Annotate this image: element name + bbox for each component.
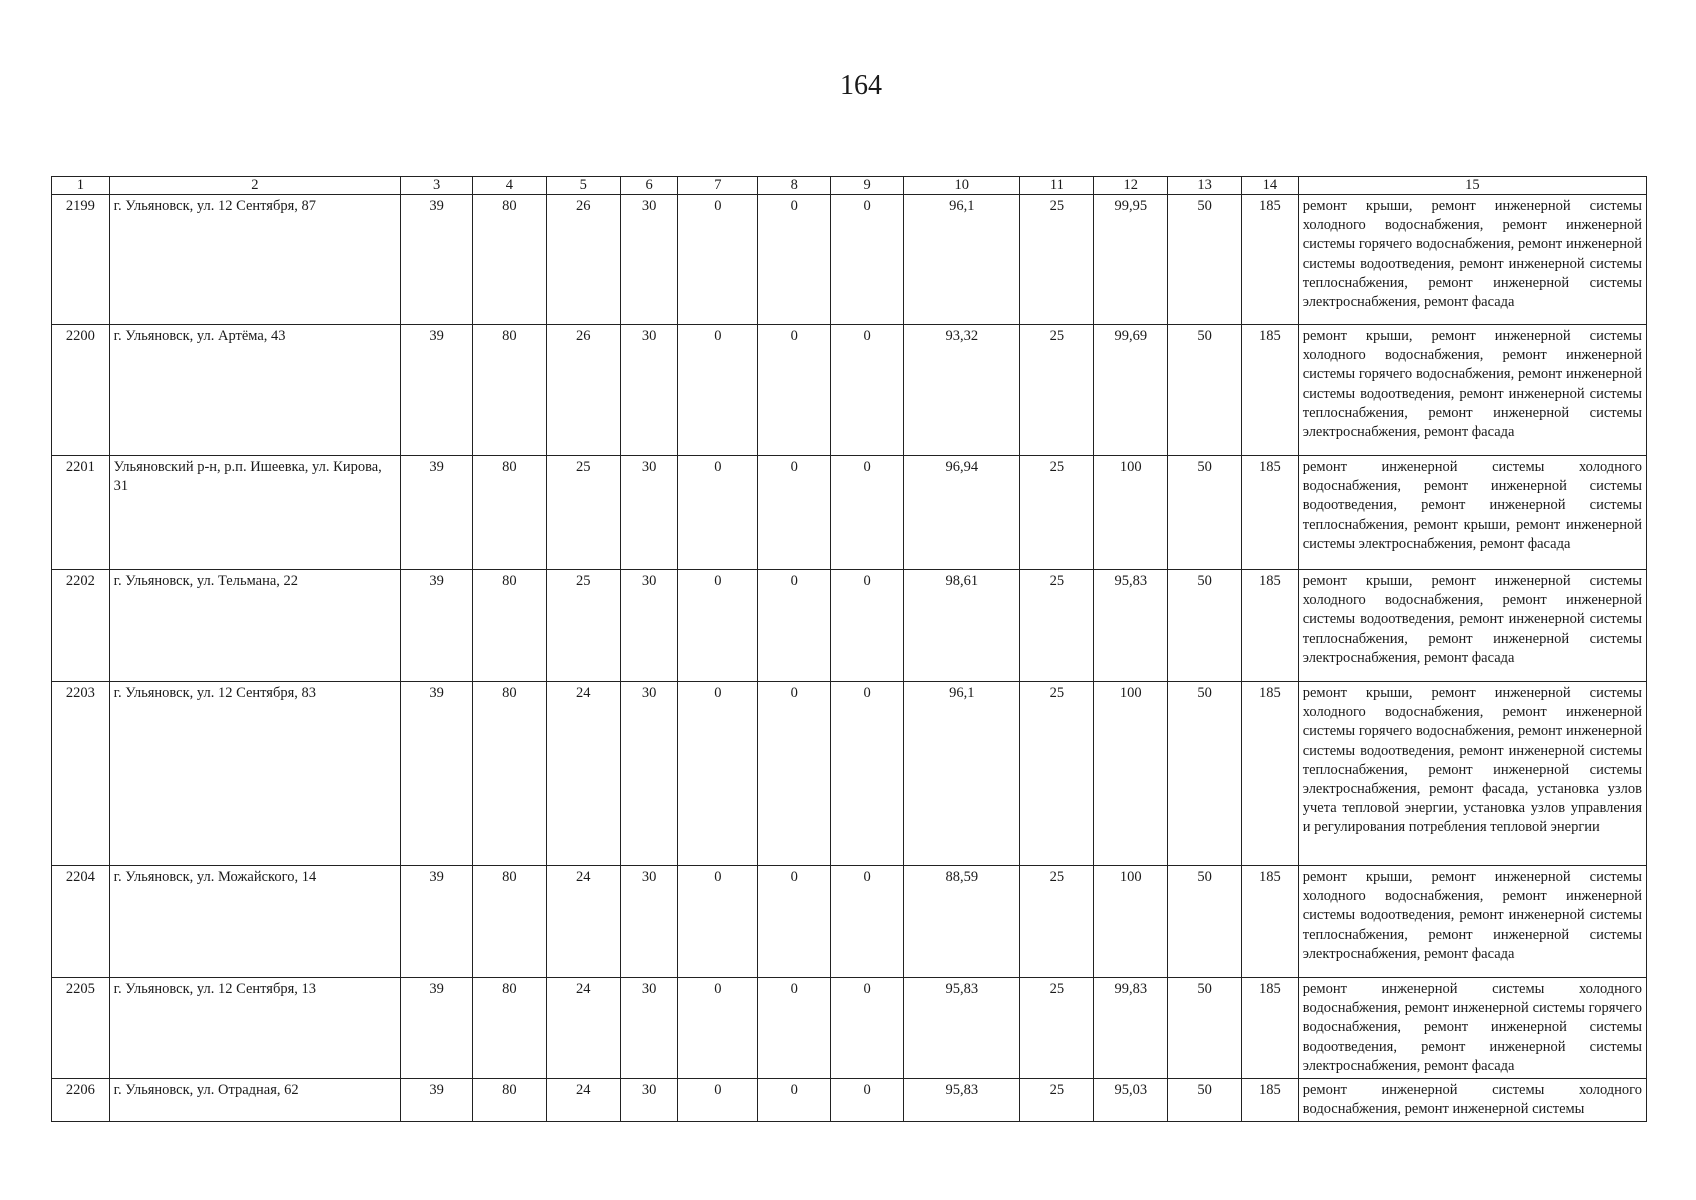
row-address: г. Ульяновск, ул. Артёма, 43 xyxy=(109,325,400,456)
cell-col-4: 80 xyxy=(472,195,546,325)
cell-col-8: 0 xyxy=(758,682,831,866)
header-col-1: 1 xyxy=(52,177,110,195)
row-id: 2206 xyxy=(52,1079,110,1122)
row-id: 2203 xyxy=(52,682,110,866)
header-row xyxy=(52,177,1647,195)
cell-col-4: 80 xyxy=(472,866,546,978)
row-address: Ульяновский р-н, р.п. Ишеевка, ул. Кирова, 31 xyxy=(109,456,400,570)
row-id: 2202 xyxy=(52,570,110,682)
row-address: г. Ульяновск, ул. 12 Сентября, 13 xyxy=(109,978,400,1079)
cell-col-11: 25 xyxy=(1020,195,1094,325)
row-id: 2201 xyxy=(52,456,110,570)
cell-col-8: 0 xyxy=(758,456,831,570)
cell-col-13: 50 xyxy=(1168,325,1242,456)
header-col-5: 5 xyxy=(546,177,620,195)
row-works: ремонт крыши, ремонт инженерной системы холодного водоснабжения, ремонт инженерной системы горячего водоснабжения, ремонт инженерной системы водоотведения, ремонт инженерной системы теплоснабжения, ремонт инженерной системы электроснабжения, ремонт фасада, установка узлов учета тепловой энергии, установка узлов управления и регулирования потребления тепловой энергии xyxy=(1298,682,1646,866)
cell-col-7: 0 xyxy=(678,325,758,456)
cell-col-5: 25 xyxy=(546,456,620,570)
cell-col-8: 0 xyxy=(758,570,831,682)
cell-col-5: 26 xyxy=(546,195,620,325)
cell-col-10: 96,1 xyxy=(904,682,1020,866)
table-row xyxy=(52,456,1647,570)
cell-col-3: 39 xyxy=(401,325,473,456)
cell-col-5: 24 xyxy=(546,978,620,1079)
header-col-13: 13 xyxy=(1168,177,1242,195)
cell-col-14: 185 xyxy=(1242,325,1299,456)
row-works: ремонт крыши, ремонт инженерной системы холодного водоснабжения, ремонт инженерной системы горячего водоснабжения, ремонт инженерной системы водоотведения, ремонт инженерной системы теплоснабжения, ремонт инженерной системы электроснабжения, ремонт фасада xyxy=(1298,195,1646,325)
cell-col-4: 80 xyxy=(472,682,546,866)
cell-col-11: 25 xyxy=(1020,325,1094,456)
cell-col-14: 185 xyxy=(1242,195,1299,325)
cell-col-7: 0 xyxy=(678,682,758,866)
row-id: 2205 xyxy=(52,978,110,1079)
cell-col-4: 80 xyxy=(472,1079,546,1122)
cell-col-11: 25 xyxy=(1020,456,1094,570)
table-body xyxy=(52,195,1647,1122)
header-col-8: 8 xyxy=(758,177,831,195)
cell-col-12: 99,95 xyxy=(1094,195,1168,325)
cell-col-4: 80 xyxy=(472,325,546,456)
cell-col-13: 50 xyxy=(1168,866,1242,978)
housing-repair-table xyxy=(51,176,1647,1122)
row-address: г. Ульяновск, ул. Можайского, 14 xyxy=(109,866,400,978)
cell-col-3: 39 xyxy=(401,682,473,866)
cell-col-9: 0 xyxy=(831,570,904,682)
header-col-4: 4 xyxy=(472,177,546,195)
cell-col-12: 95,83 xyxy=(1094,570,1168,682)
cell-col-14: 185 xyxy=(1242,978,1299,1079)
cell-col-14: 185 xyxy=(1242,866,1299,978)
cell-col-6: 30 xyxy=(620,866,678,978)
row-works: ремонт инженерной системы холодного водоснабжения, ремонт инженерной системы горячего водоснабжения, ремонт инженерной системы водоотведения, ремонт инженерной системы электроснабжения, ремонт фасада xyxy=(1298,978,1646,1079)
cell-col-12: 99,83 xyxy=(1094,978,1168,1079)
table-row xyxy=(52,570,1647,682)
cell-col-7: 0 xyxy=(678,978,758,1079)
cell-col-13: 50 xyxy=(1168,456,1242,570)
cell-col-7: 0 xyxy=(678,456,758,570)
cell-col-6: 30 xyxy=(620,682,678,866)
cell-col-5: 26 xyxy=(546,325,620,456)
table-row xyxy=(52,866,1647,978)
header-col-11: 11 xyxy=(1020,177,1094,195)
row-address: г. Ульяновск, ул. 12 Сентября, 83 xyxy=(109,682,400,866)
cell-col-9: 0 xyxy=(831,978,904,1079)
header-col-2: 2 xyxy=(109,177,400,195)
row-works: ремонт крыши, ремонт инженерной системы холодного водоснабжения, ремонт инженерной системы водоотведения, ремонт инженерной системы теплоснабжения, ремонт инженерной системы электроснабжения, ремонт фасада xyxy=(1298,570,1646,682)
row-address: г. Ульяновск, ул. Отрадная, 62 xyxy=(109,1079,400,1122)
cell-col-14: 185 xyxy=(1242,456,1299,570)
cell-col-9: 0 xyxy=(831,866,904,978)
cell-col-8: 0 xyxy=(758,978,831,1079)
cell-col-6: 30 xyxy=(620,1079,678,1122)
table-row xyxy=(52,195,1647,325)
header-col-6: 6 xyxy=(620,177,678,195)
cell-col-3: 39 xyxy=(401,456,473,570)
header-col-3: 3 xyxy=(401,177,473,195)
cell-col-5: 24 xyxy=(546,866,620,978)
cell-col-13: 50 xyxy=(1168,978,1242,1079)
cell-col-13: 50 xyxy=(1168,570,1242,682)
cell-col-8: 0 xyxy=(758,195,831,325)
cell-col-7: 0 xyxy=(678,866,758,978)
cell-col-10: 98,61 xyxy=(904,570,1020,682)
cell-col-13: 50 xyxy=(1168,1079,1242,1122)
cell-col-8: 0 xyxy=(758,325,831,456)
cell-col-5: 25 xyxy=(546,570,620,682)
row-id: 2200 xyxy=(52,325,110,456)
cell-col-11: 25 xyxy=(1020,682,1094,866)
header-col-7: 7 xyxy=(678,177,758,195)
cell-col-12: 100 xyxy=(1094,682,1168,866)
cell-col-11: 25 xyxy=(1020,570,1094,682)
cell-col-9: 0 xyxy=(831,682,904,866)
cell-col-14: 185 xyxy=(1242,570,1299,682)
cell-col-7: 0 xyxy=(678,570,758,682)
cell-col-9: 0 xyxy=(831,1079,904,1122)
cell-col-9: 0 xyxy=(831,325,904,456)
header-col-15: 15 xyxy=(1298,177,1646,195)
cell-col-3: 39 xyxy=(401,866,473,978)
row-address: г. Ульяновск, ул. 12 Сентября, 87 xyxy=(109,195,400,325)
cell-col-4: 80 xyxy=(472,456,546,570)
cell-col-6: 30 xyxy=(620,570,678,682)
row-address: г. Ульяновск, ул. Тельмана, 22 xyxy=(109,570,400,682)
row-works: ремонт крыши, ремонт инженерной системы холодного водоснабжения, ремонт инженерной системы водоотведения, ремонт инженерной системы теплоснабжения, ремонт инженерной системы электроснабжения, ремонт фасада xyxy=(1298,866,1646,978)
cell-col-12: 100 xyxy=(1094,866,1168,978)
cell-col-10: 93,32 xyxy=(904,325,1020,456)
cell-col-5: 24 xyxy=(546,682,620,866)
cell-col-10: 96,94 xyxy=(904,456,1020,570)
cell-col-13: 50 xyxy=(1168,195,1242,325)
cell-col-9: 0 xyxy=(831,195,904,325)
header-col-14: 14 xyxy=(1242,177,1299,195)
cell-col-6: 30 xyxy=(620,195,678,325)
cell-col-10: 95,83 xyxy=(904,1079,1020,1122)
cell-col-12: 99,69 xyxy=(1094,325,1168,456)
cell-col-6: 30 xyxy=(620,325,678,456)
cell-col-6: 30 xyxy=(620,978,678,1079)
cell-col-11: 25 xyxy=(1020,978,1094,1079)
cell-col-10: 95,83 xyxy=(904,978,1020,1079)
cell-col-7: 0 xyxy=(678,1079,758,1122)
cell-col-14: 185 xyxy=(1242,1079,1299,1122)
table-row xyxy=(52,325,1647,456)
row-id: 2204 xyxy=(52,866,110,978)
cell-col-9: 0 xyxy=(831,456,904,570)
row-id: 2199 xyxy=(52,195,110,325)
table-row xyxy=(52,682,1647,866)
header-col-12: 12 xyxy=(1094,177,1168,195)
header-col-9: 9 xyxy=(831,177,904,195)
header-col-10: 10 xyxy=(904,177,1020,195)
cell-col-8: 0 xyxy=(758,866,831,978)
table-header xyxy=(52,177,1647,195)
cell-col-3: 39 xyxy=(401,195,473,325)
cell-col-3: 39 xyxy=(401,570,473,682)
cell-col-11: 25 xyxy=(1020,1079,1094,1122)
cell-col-3: 39 xyxy=(401,978,473,1079)
cell-col-3: 39 xyxy=(401,1079,473,1122)
cell-col-4: 80 xyxy=(472,570,546,682)
cell-col-12: 95,03 xyxy=(1094,1079,1168,1122)
cell-col-14: 185 xyxy=(1242,682,1299,866)
table-row xyxy=(52,978,1647,1079)
cell-col-8: 0 xyxy=(758,1079,831,1122)
cell-col-11: 25 xyxy=(1020,866,1094,978)
page-number: 164 xyxy=(840,70,882,101)
row-works: ремонт инженерной системы холодного водоснабжения, ремонт инженерной системы водоотведения, ремонт инженерной системы теплоснабжения, ремонт крыши, ремонт инженерной системы электроснабжения, ремонт фасада xyxy=(1298,456,1646,570)
table-row xyxy=(52,1079,1647,1122)
cell-col-4: 80 xyxy=(472,978,546,1079)
cell-col-7: 0 xyxy=(678,195,758,325)
cell-col-10: 96,1 xyxy=(904,195,1020,325)
cell-col-5: 24 xyxy=(546,1079,620,1122)
row-works: ремонт инженерной системы холодного водоснабжения, ремонт инженерной системы xyxy=(1298,1079,1646,1122)
cell-col-12: 100 xyxy=(1094,456,1168,570)
cell-col-10: 88,59 xyxy=(904,866,1020,978)
row-works: ремонт крыши, ремонт инженерной системы холодного водоснабжения, ремонт инженерной системы горячего водоснабжения, ремонт инженерной системы водоотведения, ремонт инженерной системы теплоснабжения, ремонт инженерной системы электроснабжения, ремонт фасада xyxy=(1298,325,1646,456)
cell-col-13: 50 xyxy=(1168,682,1242,866)
cell-col-6: 30 xyxy=(620,456,678,570)
